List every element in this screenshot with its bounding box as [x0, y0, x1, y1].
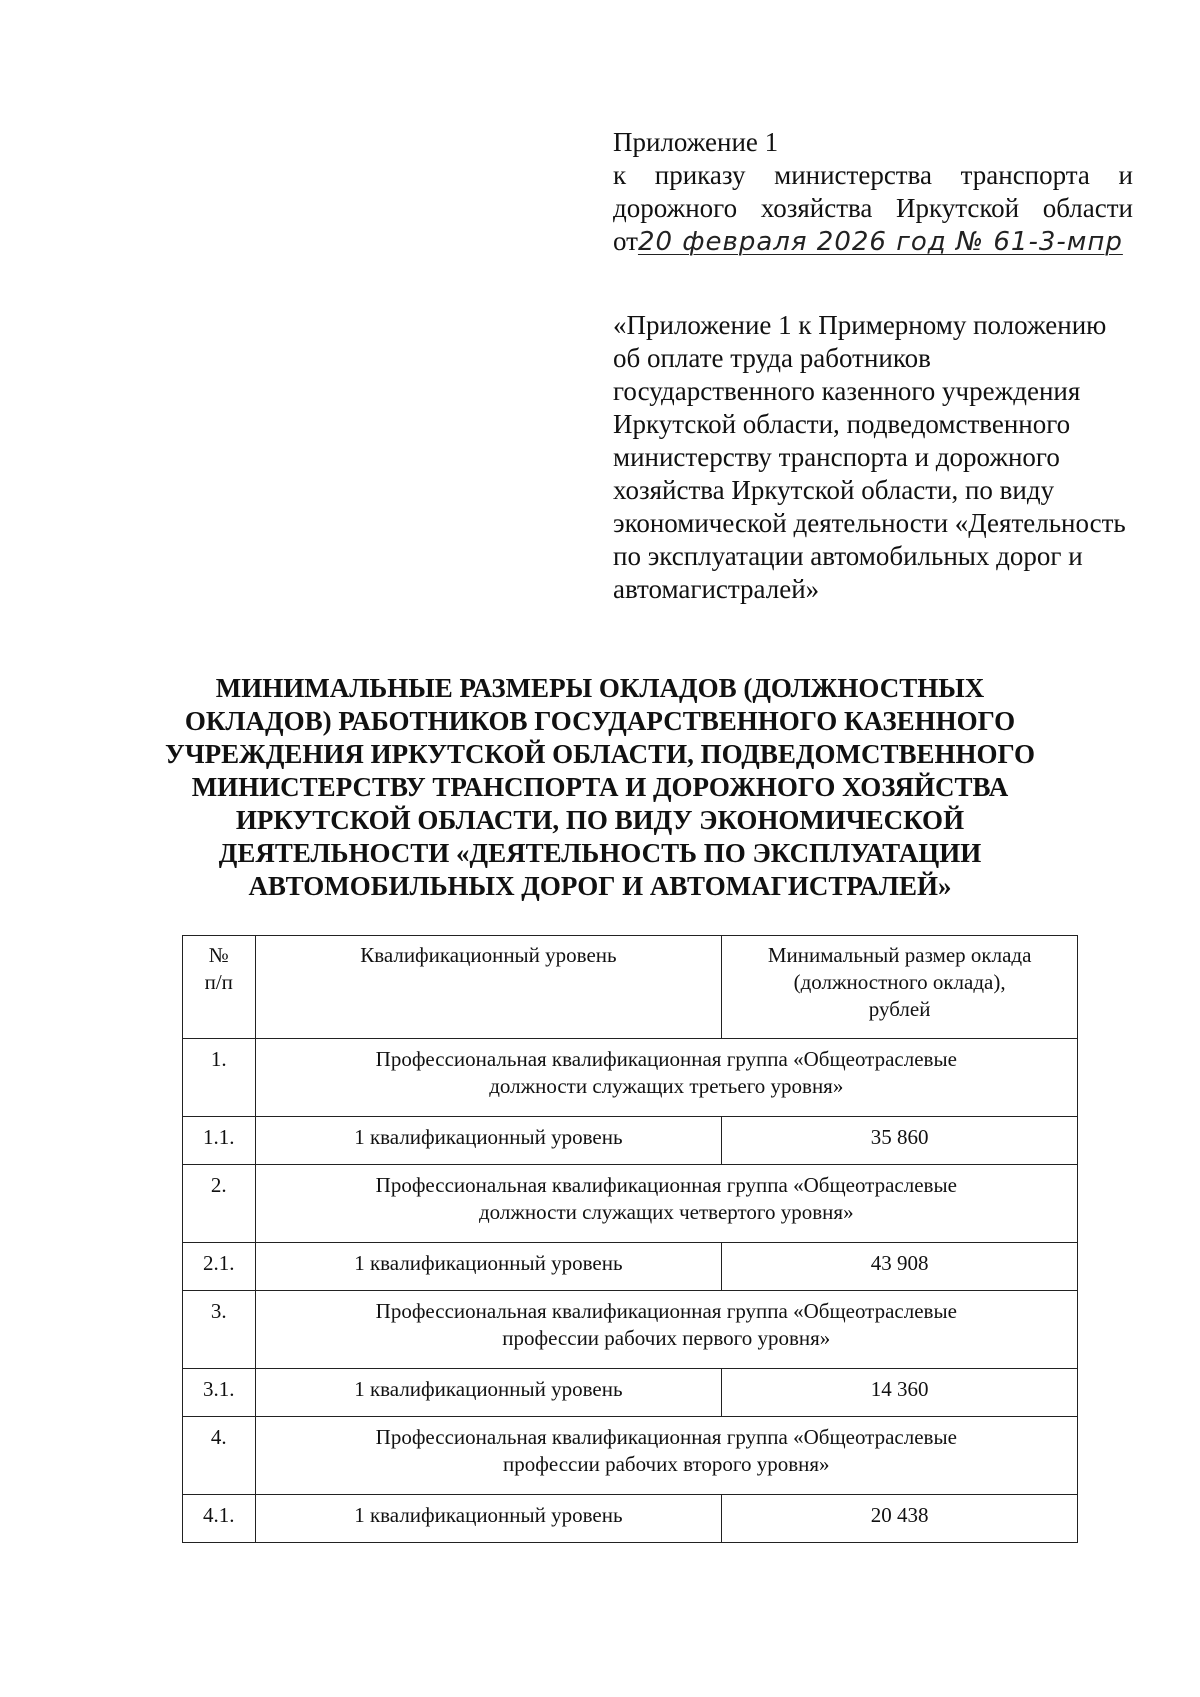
salary-table	[182, 935, 1078, 1543]
table-row-level	[183, 1369, 1078, 1417]
inner-appendix-line-7: экономической деятельности	[613, 508, 949, 538]
level-salary: 43 908	[722, 1243, 1078, 1291]
table-row-level	[183, 1117, 1078, 1165]
inner-appendix-line-5: транспорта и дорожного хозяйства	[613, 442, 1060, 505]
header-number	[183, 936, 256, 1039]
table-row-group	[183, 1291, 1078, 1369]
group-name	[255, 1165, 1077, 1243]
inner-appendix-title: «Приложение 1	[613, 310, 792, 340]
title-line-5: ИРКУТСКОЙ ОБЛАСТИ, ПО ВИДУ ЭКОНОМИЧЕСКОЙ	[235, 805, 965, 835]
appendix-title: Приложение 1	[613, 127, 779, 157]
table-row-level	[183, 1495, 1078, 1543]
header-salary	[722, 936, 1078, 1039]
title-line-7: АВТОМОБИЛЬНЫХ ДОРОГ И АВТОМАГИСТРАЛЕЙ»	[248, 871, 952, 901]
level-salary: 35 860	[722, 1117, 1078, 1165]
level-name: 1 квалификационный уровень	[255, 1243, 722, 1291]
group-number: 1.	[183, 1039, 256, 1117]
group-name-line-1: Профессиональная квалификационная группа «Общеотраслевые	[375, 1425, 957, 1449]
group-name	[255, 1039, 1077, 1117]
header-salary-line-1: Минимальный размер оклада	[767, 943, 1032, 967]
level-number: 2.1.	[183, 1243, 256, 1291]
group-name-line-2: должности служащих четвертого уровня»	[478, 1200, 854, 1224]
level-name: 1 квалификационный уровень	[255, 1495, 722, 1543]
title-line-3: УЧРЕЖДЕНИЯ ИРКУТСКОЙ ОБЛАСТИ, ПОДВЕДОМСТВЕННОГО	[165, 739, 1035, 769]
inner-appendix-line-8: «Деятельность по эксплуатации	[613, 508, 1126, 571]
level-salary: 20 438	[722, 1495, 1078, 1543]
table-row-level	[183, 1243, 1078, 1291]
order-appendix-header	[613, 126, 1133, 259]
order-date-line	[613, 225, 1133, 259]
header-salary-line-3: рублей	[868, 997, 931, 1021]
group-name-line-2: должности служащих третьего уровня»	[489, 1074, 844, 1098]
level-number: 1.1.	[183, 1117, 256, 1165]
inner-appendix-header	[613, 309, 1133, 606]
group-number: 3.	[183, 1291, 256, 1369]
group-number: 4.	[183, 1417, 256, 1495]
level-salary: 14 360	[722, 1369, 1078, 1417]
group-name-line-2: профессии рабочих второго уровня»	[503, 1452, 830, 1476]
table-row-group	[183, 1039, 1078, 1117]
inner-appendix-line-2: работников государственного казенного	[613, 343, 936, 406]
group-name-line-1: Профессиональная квалификационная группа «Общеотраслевые	[375, 1173, 957, 1197]
group-name-line-1: Профессиональная квалификационная группа «Общеотраслевые	[375, 1299, 957, 1323]
group-name	[255, 1417, 1077, 1495]
document-title	[150, 672, 1050, 903]
appendix-line-2: дорожного хозяйства Иркутской области	[613, 193, 1133, 223]
table-row-group	[183, 1417, 1078, 1495]
group-name	[255, 1291, 1077, 1369]
title-line-6: ДЕЯТЕЛЬНОСТИ «ДЕЯТЕЛЬНОСТЬ ПО ЭКСПЛУАТАЦИИ	[218, 838, 982, 868]
inner-appendix-line-6: Иркутской области, по виду	[731, 475, 1055, 505]
header-number-line-1: №	[208, 943, 229, 967]
header-level: Квалификационный уровень	[255, 936, 722, 1039]
title-line-4: МИНИСТЕРСТВУ ТРАНСПОРТА И ДОРОЖНОГО ХОЗЯЙСТВА	[191, 772, 1009, 802]
handwritten-date-number: 20 февраля 2026 год № 61-3-мпр	[637, 227, 1123, 257]
group-number: 2.	[183, 1165, 256, 1243]
inner-appendix-line-9: автомобильных дорог и автомагистралей»	[613, 541, 1083, 604]
header-number-line-2: п/п	[204, 970, 233, 994]
inner-appendix-line-1: к Примерному положению об оплате труда	[613, 310, 1107, 373]
date-prefix: от	[613, 226, 638, 256]
level-number: 3.1.	[183, 1369, 256, 1417]
inner-appendix-line-3: учреждения Иркутской области,	[613, 376, 1081, 439]
title-line-2: ОКЛАДОВ) РАБОТНИКОВ ГОСУДАРСТВЕННОГО КАЗЕННОГО	[184, 706, 1016, 736]
inner-appendix-line-4: подведомственного министерству	[613, 409, 1071, 472]
group-name-line-2: профессии рабочих первого уровня»	[502, 1326, 831, 1350]
header-salary-line-2: (должностного оклада),	[793, 970, 1006, 994]
appendix-line-1: к приказу министерства транспорта и	[613, 160, 1133, 190]
level-name: 1 квалификационный уровень	[255, 1117, 722, 1165]
level-name: 1 квалификационный уровень	[255, 1369, 722, 1417]
level-number: 4.1.	[183, 1495, 256, 1543]
table-row-group	[183, 1165, 1078, 1243]
group-name-line-1: Профессиональная квалификационная группа «Общеотраслевые	[375, 1047, 957, 1071]
title-line-1: МИНИМАЛЬНЫЕ РАЗМЕРЫ ОКЛАДОВ (ДОЛЖНОСТНЫХ	[215, 673, 985, 703]
table-header-row	[183, 936, 1078, 1039]
